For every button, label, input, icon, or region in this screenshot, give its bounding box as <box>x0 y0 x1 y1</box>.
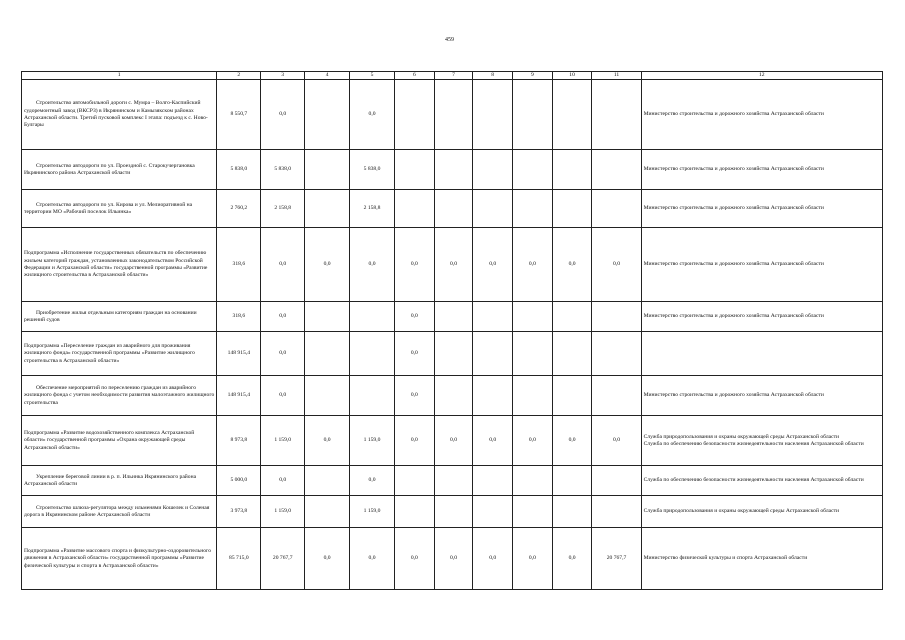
value-cell <box>305 466 350 496</box>
table-row <box>22 190 883 228</box>
responsible-executor: Министерство строительства и дорожного хозяйства Астраханской области <box>643 392 824 399</box>
row-name: Подпрограмма «Переселение граждан из аварийного для проживания жилищного фонда» государственной программы «Развитие жилищного строительства в Астраханской области» <box>22 332 217 376</box>
column-header-9: 9 <box>513 72 553 80</box>
value-cell <box>473 150 513 190</box>
value-cell: 0,0 <box>261 466 305 496</box>
value-cell <box>394 190 434 228</box>
value-cell <box>552 332 592 376</box>
value-cell <box>305 496 350 528</box>
value-cell: 0,0 <box>434 416 473 466</box>
responsible-cell <box>641 496 882 528</box>
value-cell: 85 715,0 <box>217 528 261 590</box>
value-cell <box>473 466 513 496</box>
value-cell <box>552 150 592 190</box>
value-cell <box>513 150 553 190</box>
value-cell: 0,0 <box>305 528 350 590</box>
value-cell: 0,0 <box>350 466 395 496</box>
value-cell: 0,0 <box>513 228 553 302</box>
column-header-1: 1 <box>22 72 217 80</box>
value-cell: 0,0 <box>592 416 641 466</box>
value-cell: 0,0 <box>261 80 305 150</box>
value-cell: 318,6 <box>217 302 261 332</box>
value-cell <box>434 190 473 228</box>
value-cell: 0,0 <box>394 228 434 302</box>
value-cell <box>434 496 473 528</box>
value-cell <box>513 376 553 416</box>
table-row <box>22 496 883 528</box>
value-cell <box>552 190 592 228</box>
value-cell <box>434 332 473 376</box>
value-cell <box>592 496 641 528</box>
table-row <box>22 332 883 376</box>
table-body <box>22 80 883 590</box>
value-cell <box>592 190 641 228</box>
responsible-executor: Служба по обеспечению безопасности жизнедеятельности населения Астраханской области <box>643 477 864 484</box>
value-cell <box>394 466 434 496</box>
responsible-executor: Министерство строительства и дорожного хозяйства Астраханской области <box>643 166 824 173</box>
value-cell <box>513 80 553 150</box>
value-cell: 0,0 <box>473 416 513 466</box>
column-header-7: 7 <box>434 72 473 80</box>
value-cell: 0,0 <box>350 228 395 302</box>
value-cell <box>434 376 473 416</box>
row-name: Строительство шлюза-регулятора между ильменями Кошелек и Соленая дорога в Икрянинском районе Астраханской области <box>22 496 217 528</box>
value-cell: 0,0 <box>394 332 434 376</box>
value-cell <box>350 376 395 416</box>
value-cell: 1 159,0 <box>350 416 395 466</box>
table-row <box>22 376 883 416</box>
responsible-cell <box>641 80 882 150</box>
page-number: 459 <box>445 37 454 43</box>
value-cell: 148 915,4 <box>217 332 261 376</box>
value-cell: 0,0 <box>592 228 641 302</box>
value-cell <box>552 496 592 528</box>
column-header-8: 8 <box>473 72 513 80</box>
value-cell: 5 838,0 <box>350 150 395 190</box>
table-row <box>22 228 883 302</box>
responsible-executor: Министерство физической культуры и спорта Астраханской области <box>643 555 808 562</box>
table-row <box>22 528 883 590</box>
responsible-cell <box>641 376 882 416</box>
responsible-cell <box>641 528 882 590</box>
responsible-executor: Министерство строительства и дорожного хозяйства Астраханской области <box>643 313 824 320</box>
column-header-12: 12 <box>641 72 882 80</box>
value-cell: 2 158,8 <box>261 190 305 228</box>
value-cell: 3 973,8 <box>217 496 261 528</box>
responsible-executor: Служба по обеспечению безопасности жизнедеятельности населения Астраханской области <box>643 440 864 447</box>
column-header-3: 3 <box>261 72 305 80</box>
responsible-executor: Министерство строительства и дорожного хозяйства Астраханской области <box>643 261 824 268</box>
value-cell <box>473 80 513 150</box>
value-cell <box>473 302 513 332</box>
responsible-cell <box>641 228 882 302</box>
row-name: Строительство автомобильной дороги с. Мумра – Волго-Каспийский судоремонтный завод (ВКСРЗ) в Икрянинском и Камызякском районах Астраханской области. Третий пусковой комплекс I этапа: подъезд к с. Ново-Булгары <box>22 80 217 150</box>
responsible-cell <box>641 416 882 466</box>
value-cell <box>434 150 473 190</box>
value-cell: 0,0 <box>305 228 350 302</box>
responsible-executor: Министерство строительства и дорожного хозяйства Астраханской области <box>643 205 824 212</box>
value-cell <box>394 496 434 528</box>
responsible-cell <box>641 190 882 228</box>
value-cell <box>350 302 395 332</box>
table-row <box>22 466 883 496</box>
value-cell <box>513 190 553 228</box>
row-name: Строительство автодороги по ул. Кирова и ул. Мелиоративной на территории МО «Рабочий поселок Ильинка» <box>22 190 217 228</box>
table-row <box>22 416 883 466</box>
value-cell: 0,0 <box>513 416 553 466</box>
value-cell: 0,0 <box>305 416 350 466</box>
row-name: Подпрограмма «Развитие массового спорта и физкультурно-оздоровительного движения в Астраханской области» государственной программы «Развитие физической культуры и спорта в Астраханской области» <box>22 528 217 590</box>
value-cell <box>513 496 553 528</box>
value-cell: 5 838,0 <box>261 150 305 190</box>
row-name: Укрепление береговой линии в р. п. Ильинка Икрянинского района Астраханской области <box>22 466 217 496</box>
budget-table <box>21 71 883 590</box>
table-row <box>22 80 883 150</box>
value-cell <box>350 332 395 376</box>
column-header-6: 6 <box>394 72 434 80</box>
value-cell: 1 159,0 <box>261 416 305 466</box>
value-cell: 0,0 <box>513 528 553 590</box>
column-header-11: 11 <box>592 72 641 80</box>
value-cell <box>513 332 553 376</box>
value-cell <box>592 80 641 150</box>
responsible-executor: Министерство строительства и дорожного хозяйства Астраханской области <box>643 111 824 118</box>
value-cell <box>473 190 513 228</box>
column-header-2: 2 <box>217 72 261 80</box>
value-cell: 20 767,7 <box>261 528 305 590</box>
value-cell <box>473 376 513 416</box>
value-cell <box>394 80 434 150</box>
value-cell <box>434 302 473 332</box>
row-name: Подпрограмма «Развитие водохозяйственного комплекса Астраханской области» государственной программы «Охрана окружающей среды Астраханской области» <box>22 416 217 466</box>
header-row <box>22 72 883 80</box>
value-cell: 0,0 <box>552 528 592 590</box>
value-cell: 5 838,0 <box>217 150 261 190</box>
value-cell: 1 159,0 <box>350 496 395 528</box>
value-cell: 0,0 <box>473 528 513 590</box>
value-cell <box>513 466 553 496</box>
value-cell <box>552 302 592 332</box>
value-cell <box>592 332 641 376</box>
value-cell: 318,6 <box>217 228 261 302</box>
value-cell: 0,0 <box>434 228 473 302</box>
value-cell: 0,0 <box>394 302 434 332</box>
value-cell: 0,0 <box>394 376 434 416</box>
row-name: Строительство автодороги по ул. Проездной с. Старокучергановка Икрянинского района Астраханской области <box>22 150 217 190</box>
row-name: Обеспечение мероприятий по переселению граждан из аварийного жилищного фонда с учетом необходимости развития малоэтажного жилищного строительства <box>22 376 217 416</box>
responsible-cell <box>641 302 882 332</box>
responsible-cell <box>641 466 882 496</box>
value-cell <box>513 302 553 332</box>
value-cell: 0,0 <box>261 302 305 332</box>
responsible-cell <box>641 332 882 376</box>
value-cell <box>394 150 434 190</box>
column-header-10: 10 <box>552 72 592 80</box>
column-header-5: 5 <box>350 72 395 80</box>
value-cell: 0,0 <box>394 416 434 466</box>
row-name: Приобретение жилья отдельным категориям граждан на основании решений судов <box>22 302 217 332</box>
value-cell <box>592 466 641 496</box>
value-cell <box>305 302 350 332</box>
value-cell: 20 767,7 <box>592 528 641 590</box>
value-cell: 8 550,7 <box>217 80 261 150</box>
value-cell: 0,0 <box>473 228 513 302</box>
value-cell: 2 760,2 <box>217 190 261 228</box>
value-cell: 0,0 <box>261 376 305 416</box>
value-cell <box>592 302 641 332</box>
value-cell <box>305 150 350 190</box>
value-cell <box>552 376 592 416</box>
value-cell <box>473 332 513 376</box>
value-cell: 0,0 <box>394 528 434 590</box>
value-cell <box>434 466 473 496</box>
table-row <box>22 302 883 332</box>
responsible-cell <box>641 150 882 190</box>
value-cell: 0,0 <box>350 80 395 150</box>
value-cell: 0,0 <box>261 228 305 302</box>
value-cell <box>473 496 513 528</box>
value-cell <box>592 376 641 416</box>
value-cell <box>552 80 592 150</box>
value-cell: 0,0 <box>552 228 592 302</box>
value-cell: 0,0 <box>350 528 395 590</box>
responsible-executor: Служба природопользования и охраны окружающей среды Астраханской области <box>643 508 840 515</box>
value-cell: 148 915,4 <box>217 376 261 416</box>
value-cell <box>305 80 350 150</box>
table-row <box>22 150 883 190</box>
value-cell: 1 159,0 <box>261 496 305 528</box>
value-cell: 0,0 <box>434 528 473 590</box>
value-cell: 2 158,8 <box>350 190 395 228</box>
value-cell: 0,0 <box>261 332 305 376</box>
value-cell <box>552 466 592 496</box>
row-name: Подпрограмма «Исполнение государственных обязательств по обеспечению жильем категорий граждан, установленных законодательством Российской Федерации и Астраханской области» государственной программы «Развитие жилищного строительства в Астраханской области» <box>22 228 217 302</box>
value-cell: 5 000,0 <box>217 466 261 496</box>
value-cell: 0,0 <box>552 416 592 466</box>
column-header-4: 4 <box>305 72 350 80</box>
value-cell <box>434 80 473 150</box>
value-cell <box>305 190 350 228</box>
value-cell <box>305 332 350 376</box>
value-cell <box>305 376 350 416</box>
value-cell: 8 973,8 <box>217 416 261 466</box>
responsible-executor: Служба природопользования и охраны окружающей среды Астраханской области <box>643 433 840 440</box>
value-cell <box>592 150 641 190</box>
